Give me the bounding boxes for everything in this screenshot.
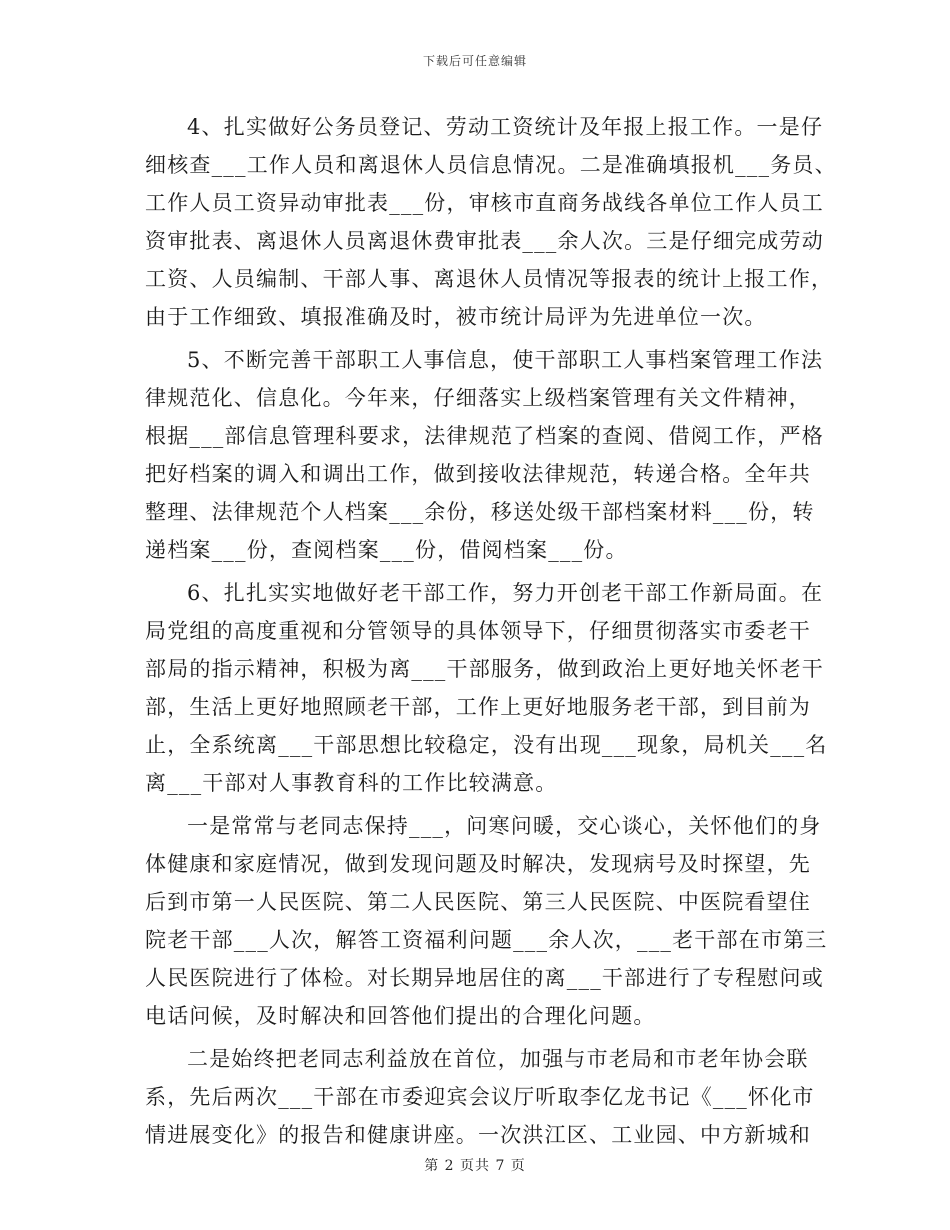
text-line: 电话问候，及时解决和回答他们提出的合理化问题。 [145, 1004, 656, 1028]
page-header: 下载后可任意编辑 [422, 54, 527, 68]
text-line: 由于工作细致、填报准确及时，被市统计局评为先进单位一次。 [145, 305, 767, 329]
text-line: 部局的指示精神，积极为离___干部服务，做到政治上更好地关怀老干 [145, 657, 824, 681]
text-line: 律规范化、信息化。今年来，仔细落实上级档案管理有关文件精神， [145, 386, 811, 410]
paragraph-4 [145, 108, 837, 336]
text-line: 系，先后两次___干部在市委迎宾会议厅听取李亿龙书记《___怀化市 [145, 1085, 815, 1109]
text-line: 止，全系统离___干部思想比较稳定，没有出现___现象，局机关___名 [145, 733, 828, 757]
text-line: 院老干部___人次，解答工资福利问题___余人次，___老干部在市第三 [145, 928, 828, 952]
text-line: 4、扎实做好公务员登记、劳动工资统计及年报上报工作。一是仔 [187, 115, 824, 139]
text-line: 根据___部信息管理科要求，法律规范了档案的查阅、借阅工作，严格 [145, 424, 824, 448]
text-line: 情进展变化》的报告和健康讲座。一次洪江区、工业园、中方新城和 [145, 1123, 811, 1147]
text-line: 6、扎扎实实地做好老干部工作，努力开创老干部工作新局面。在 [187, 581, 824, 605]
text-line: 人民医院进行了体检。对长期异地居住的离___干部进行了专程慰问或 [145, 966, 824, 990]
text-line: 后到市第一人民医院、第二人民医院、第三人民医院、中医院看望住 [145, 890, 811, 914]
text-line: 整理、法律规范个人档案___余份，移送处级干部档案材料___份，转 [145, 500, 815, 524]
text-line: 局党组的高度重视和分管领导的具体领导下，仔细贯彻落实市委老干 [145, 619, 811, 643]
page-footer: 第 2 页共 7 页 [424, 1158, 526, 1174]
paragraph-point-2 [145, 1040, 815, 1154]
text-line: 工作人员工资异动审批表___份，审核市直商务战线各单位工作人员工 [145, 191, 824, 215]
text-line: 递档案___份，查阅档案___份，借阅档案___份。 [145, 538, 628, 562]
paragraph-point-1 [145, 807, 828, 1035]
text-line: 工资、人员编制、干部人事、离退休人员情况等报表的统计上报工作， [145, 267, 834, 291]
text-line: 5、不断完善干部职工人事信息，使干部职工人事档案管理工作法 [187, 348, 824, 372]
text-line: 细核查___工作人员和离退休人员信息情况。二是准确填报机___务员、 [145, 153, 837, 177]
text-line: 资审批表、离退休人员离退休费审批表___余人次。三是仔细完成劳动 [145, 229, 824, 253]
text-line: 部，生活上更好地照顾老干部，工作上更好地服务老干部，到目前为 [145, 695, 811, 719]
paragraph-5 [145, 341, 824, 569]
text-line: 二是始终把老同志利益放在首位，加强与市老局和市老年协会联 [187, 1047, 809, 1071]
text-line: 把好档案的调入和调出工作，做到接收法律规范，转递合格。全年共 [145, 462, 811, 486]
text-line: 一是常常与老同志保持___，问寒问暖，交心谈心，关怀他们的身 [187, 814, 822, 838]
document-body [145, 108, 837, 1154]
text-line: 离___干部对人事教育科的工作比较满意。 [145, 771, 558, 795]
text-line: 体健康和家庭情况，做到发现问题及时解决，发现病号及时探望，先 [145, 852, 811, 876]
paragraph-6 [145, 574, 828, 802]
